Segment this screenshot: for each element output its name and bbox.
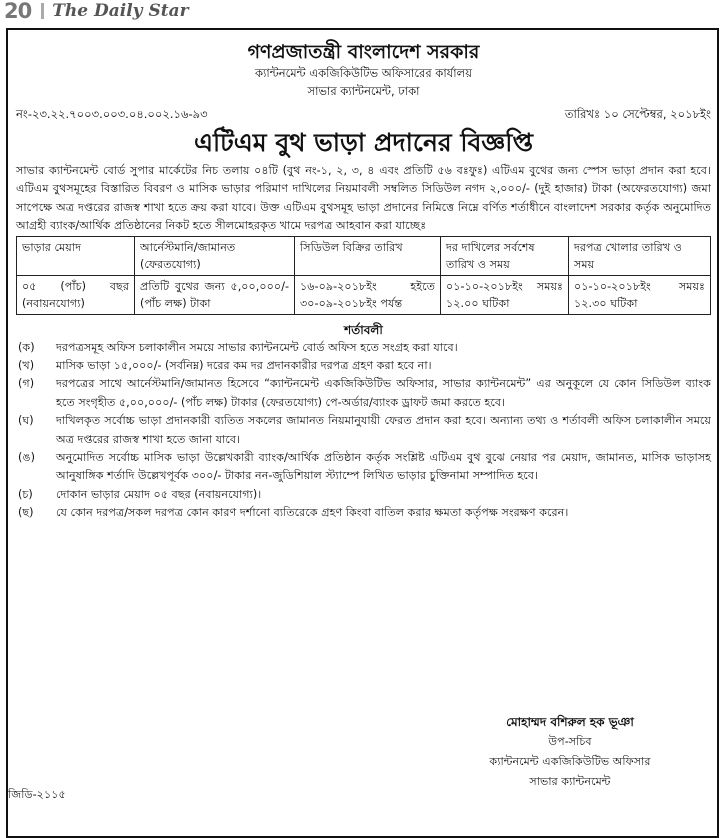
term-label: (চ) — [18, 487, 33, 501]
government-heading: গণপ্রজাতন্ত্রী বাংলাদেশ সরকার — [247, 41, 480, 63]
term-item — [16, 504, 711, 522]
intro-paragraph: সাভার ক্যান্টনমেন্ট বোর্ড সুপার মার্কেটের নিচ তলায় ০৪টি (বুথ নং-১, ২, ৩, ৪ এবং প্রতিটি ৫৬ বঃফুঃ) এটিএম বুথের জন্য স্পেস ভাড়া প্রদান করা হবে। এটিএম বুথসমূহের বিস্তারিত বিবরণ ও মাসিক ভাড়ার পরিমাণ দাখিলের নিয়মাবলী সম্বলিত সিডিউল নগদ ২,০০০/- (দুই হাজার) টাকা (অফেরতযোগ্য) জমা সাপেক্ষে অত্র দপ্তরের রাজস্ব শাখা হতে ক্রয় করা যাবে। উক্ত এটিএম বুথসমূহ ভাড়া প্রদানের নিমিত্তে নিম্নে বর্ণিত শর্তাধীনে বাংলাদেশ সরকার কর্তৃক অনুমোদিত আগ্রহী ব্যাংক/আর্থিক প্রতিষ্ঠানের নিকট হতে সীলমোহরকৃত খামে দরপত্র আহবান করা যাচ্ছেঃ — [16, 164, 711, 233]
newspaper-masthead — [0, 0, 727, 22]
header-submission-deadline: দর দাখিলের সর্বশেষ তারিখ ও সময় — [441, 236, 569, 275]
signatory-designation: উপ-সচিব — [548, 735, 592, 748]
notice-date: তারিখঃ ১০ সেপ্টেম্বর, ২০১৮ইং — [564, 107, 711, 121]
cell-earnest-money: প্রতিটি বুথের জন্য ৫,০০,০০০/- (পাঁচ লক্ষ) টাকা — [135, 275, 295, 314]
terms-heading: শর্তাবলী — [344, 322, 383, 337]
term-label: (ঘ) — [18, 414, 34, 428]
term-item — [16, 412, 711, 449]
term-text: দরপত্রসমূহ অফিস চলাকালীন সময়ে সাভার ক্যান্টনমেন্ট বোর্ড অফিস হতে সংগ্রহ করা যাবে। — [56, 340, 458, 354]
cell-opening-time: ০১-১০-২০১৮ইং সময়ঃ ১২.৩০ ঘটিকা — [569, 275, 711, 314]
term-text: অনুমোদিত সর্বোচ্চ মাসিক ভাড়া উল্লেখকারী ব্যাংক/আর্থিক প্রতিষ্ঠান কর্তৃক সংশ্লিষ্ট এটিএম বুথ বুঝে নেয়ার পর মেয়াদ, জামানত, মাসিক ভাড়াসহ আনুষাঙ্গিক শর্তাদি উল্লেখপূর্বক ৩০০/- টাকার নন-জুডিশিয়াল স্ট্যাম্পে লিখিত ভাড়ার চুক্তিনামা সম্পাদিত হবে। — [56, 451, 711, 483]
term-label: (ক) — [18, 340, 35, 354]
term-label: (ঙ) — [18, 451, 35, 465]
cell-lease-period: ০৫ (পাঁচ) বছর (নবায়নযোগ্য) — [17, 275, 135, 314]
term-label: (খ) — [18, 359, 35, 373]
term-item — [16, 357, 711, 375]
gd-reference: জিডি-২১১৫ — [8, 788, 66, 801]
term-text: মাসিক ভাড়া ১৫,০০০/- (সর্বনিম্ন) দরের কম দর প্রদানকারীর দরপত্র গ্রহণ করা হবে না। — [56, 359, 432, 373]
table-row — [17, 275, 711, 314]
office-name: ক্যান্টনমেন্ট একজিকিউটিভ অফিসারের কার্যালয় — [255, 66, 472, 80]
term-text: দরপত্রের সাথে আর্নেস্টমানি/জামানত হিসেবে “ক্যান্টনমেন্ট একজিকিউটিভ অফিসার, সাভার ক্যান্টনমেন্ট” এর অনুকূলে যে কোন সিডিউল ব্যাংক হতে সংগৃহীত ৫,০০,০০০/- (পাঁচ লক্ষ) টাকার (ফেরতযোগ্য) পে-অর্ডার/ব্যাংক ড্রাফট জমা করতে হবে। — [56, 377, 711, 409]
signatory-role: ক্যান্টনমেন্ট একজিকিউটিভ অফিসার — [489, 755, 651, 768]
term-text: যে কোন দরপত্র/সকল দরপত্র কোন কারণ দর্শানো ব্যতিরেকে গ্রহণ কিংবা বাতিল করার ক্ষমতা কর্তৃপক্ষ সংরক্ষণ করেন। — [56, 506, 569, 520]
header-schedule-sale: সিডিউল বিক্রির তারিখ — [295, 236, 441, 275]
header-earnest-money: আর্নেস্টমানি/জামানত (ফেরতযোগ্য) — [135, 236, 295, 275]
term-item — [16, 486, 711, 504]
term-text: দোকান ভাড়ার মেয়াদ ০৫ বছর (নবায়নযোগ্য)। — [56, 487, 262, 501]
reference-row — [16, 106, 711, 122]
table-header-row — [17, 236, 711, 275]
signature-block — [440, 712, 700, 792]
masthead-divider — [41, 3, 44, 19]
terms-list — [16, 339, 711, 523]
term-item — [16, 339, 711, 357]
term-text: দাখিলকৃত সর্বোচ্চ ভাড়া প্রদানকারী ব্যতিত সকলের জামানত নিয়মানুযায়ী ফেরত প্রদান করা হবে। অন্যান্য তথ্য ও শর্তাবলী অফিস চলাকালীন সময়ে অত্র দপ্তরের রাজস্ব শাখা হতে জানা যাবে। — [56, 414, 711, 446]
cell-submission-deadline: ০১-১০-২০১৮ইং সময়ঃ ১২.০০ ঘটিকা — [441, 275, 569, 314]
header-lease-period: ভাড়ার মেয়াদ — [17, 236, 135, 275]
page-number: 20 — [4, 0, 32, 23]
office-location: সাভার ক্যান্টনমেন্ট, ঢাকা — [307, 84, 420, 98]
term-item — [16, 449, 711, 486]
schedule-table — [16, 236, 711, 315]
notice-title: এটিএম বুথ ভাড়া প্রদানের বিজ্ঞপ্তি — [193, 128, 534, 157]
cell-schedule-sale: ১৬-০৯-২০১৮ইং হইতে ৩০-০৯-২০১৮ইং পর্যন্ত — [295, 275, 441, 314]
signatory-name: মোহাম্মদ বশিরুল হক ভূঞা — [506, 715, 634, 729]
newspaper-name: The Daily Star — [52, 1, 189, 21]
term-label: (গ) — [18, 377, 35, 391]
term-label: (ছ) — [18, 506, 34, 520]
memo-number: নং-২৩.২২.৭০০৩.০০৩.০৪.০০২.১৬-৯৩ — [16, 107, 208, 121]
signatory-location: সাভার ক্যান্টনমেন্ট — [529, 775, 611, 788]
term-item — [16, 375, 711, 412]
header-opening-time: দরপত্র খোলার তারিখ ও সময় — [569, 236, 711, 275]
